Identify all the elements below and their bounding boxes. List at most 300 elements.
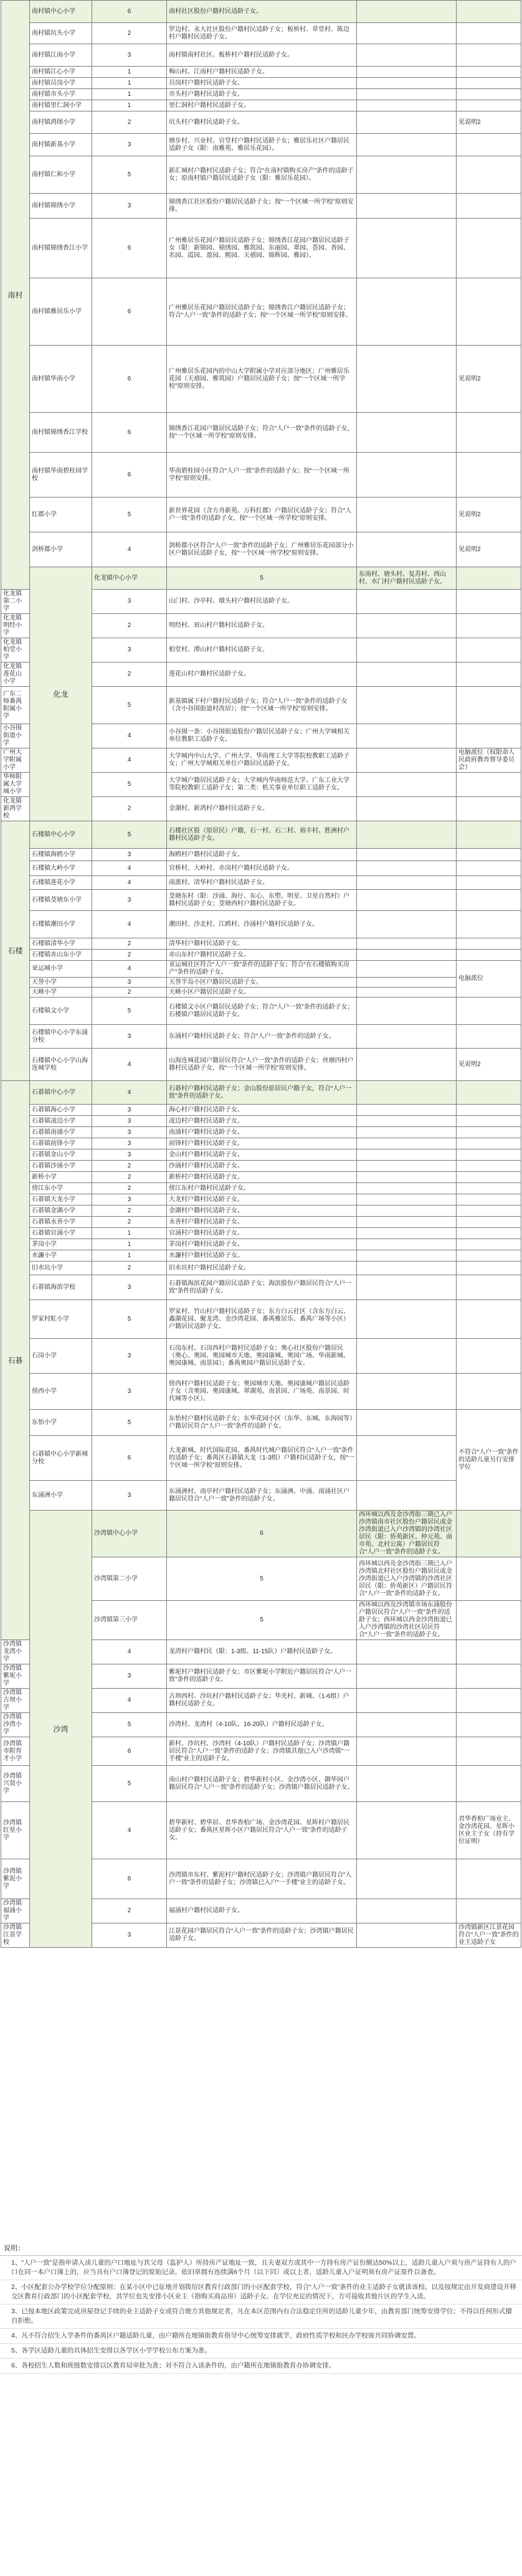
school-name-cell: 沙湾镇古坝小学 [1,1689,30,1713]
catchment-area-cell: 水濂村户籍村民适龄子女。 [167,1250,357,1262]
school-name-cell: 广州大学附属小学 [1,748,30,773]
catchment-area-cell: 南村社区股份户籍村民适龄子女。 [167,1,357,23]
town-cell: 沙湾 [30,1511,92,1948]
remark-cell [457,614,521,638]
class-count-cell: 6 [92,219,167,278]
remark-cell [457,590,521,614]
school-name-cell: 南村镇锦绣香江小学 [30,219,92,278]
catchment-area-cell: 金山村户籍村民适龄子女。 [167,1149,357,1161]
school-name-cell: 南村镇员岗小学 [30,78,92,89]
remark-cell: 见说明2 [457,1049,521,1081]
catchment-area-cell: 新世界花园（含方舟新苑、万科红郡）户籍居民适龄子女；符合“人户一致”条件的适龄子女，按“一个区域一所学校”原则安排。 [167,498,357,532]
catchment-area-cell: 前锋村户籍村民适龄子女。 [167,1138,357,1149]
extra-cell [357,219,457,278]
extra-cell [357,346,457,413]
extra-cell [357,1923,457,1948]
school-name-cell: 石碁镇沙涌小学 [30,1161,92,1172]
extra-cell [357,1300,457,1339]
catchment-area-cell: 柏堂村、潭山村户籍村民适龄子女。 [167,638,357,663]
class-count-cell: 5 [92,821,167,849]
class-count-cell: 5 [92,1300,167,1339]
class-count-cell: 5 [92,498,167,532]
remark-cell: 君华香柏广场业主、金沙湾花园、星晖小区业主子女（持有学位证明） [457,1802,521,1859]
class-count-cell: 3 [92,1138,167,1149]
table-row [1,961,521,978]
class-count-cell: 6 [92,1737,167,1766]
extra-cell [357,849,457,861]
school-name-cell: 石楼镇海鸥小学 [30,849,92,861]
table-row [1,890,521,911]
school-name-cell: 水濂小学 [30,1250,92,1262]
class-count-cell: 3 [92,1127,167,1138]
catchment-area-cell: 剑桥郡小区符合“人户一致”条件的适龄子女；广州雅居乐花园部分小区户籍居民适龄子女，按“一个区域一所学校”原则安排。 [167,532,357,567]
town-cell: 南村 [1,1,30,590]
remark-cell [457,1374,521,1410]
class-count-cell: 1 [92,1250,167,1262]
remark-cell [457,100,521,111]
extra-cell [357,978,457,988]
catchment-area-cell: 坑头村户籍村民适龄子女。 [167,111,357,134]
extra-cell [457,1511,521,1557]
catchment-area-cell: 小谷围一条：小谷围街道股份户籍居民适龄子女；广州大学城相关单位教职工适龄子女。 [167,724,357,748]
note-item: 2、小区配套公办学校学位分配原则：在某小区中已征地并划拨给区教育行政部门的小区配套学校，符合“人户一致”条件的业主适龄子女就读该校。以及按规定由开发商建设并移交区教育行政部门的小区配套学校，其学位也先安排小区业主（指购买商品房）适龄子女。在学位充足的情况下，方可接收其他片区的学生入读。 [0,2280,522,2305]
school-name-cell: 石楼镇赤山东小学 [30,950,92,961]
catchment-area-cell: 东怡村户籍村民适龄子女；东华花园小区（东华、东城、东海园等）户籍居民符合“人户一致”条件的适龄子女。 [167,1410,357,1436]
class-count-cell: 3 [92,890,167,911]
school-name-cell: 亚运城小学 [30,961,92,978]
remark-cell [457,1138,521,1149]
class-count-cell: 6 [92,1859,167,1899]
remark-cell [457,950,521,961]
table-row [1,156,521,194]
table-row [1,1228,521,1239]
class-count-cell: 3 [92,1339,167,1374]
remark-cell: 电脑派位 [457,961,521,998]
school-name-cell: 南村镇里仁洞小学 [30,100,92,111]
extra-cell [357,1161,457,1172]
school-name-cell: 南村镇华南小学 [30,346,92,413]
school-name-cell: 化龙镇莲花山小学 [1,663,30,687]
catchment-area-cell: 永善村户籍村民适龄子女。 [167,1217,357,1228]
class-count-cell: 2 [92,1161,167,1172]
remark-cell [457,219,521,278]
catchment-area-cell: 新桥村户籍村民适龄子女。 [167,1172,357,1183]
extra-cell [357,797,457,821]
catchment-area-cell: 锦绣香江花园户籍居民适龄子女；符合“人户一致”条件的适龄子女，按“一个区域一所学校”原则安排。 [167,413,357,453]
extra-cell [357,1436,457,1481]
remark-cell [457,1689,521,1713]
school-name-cell: 石碁镇官涌小学 [30,1228,92,1239]
remark-cell [457,67,521,78]
extra-cell [357,998,457,1025]
school-name-cell: 沙湾镇红星小学 [1,1802,30,1859]
remark-cell [457,1275,521,1300]
school-name-cell: 傍江东小学 [30,1183,92,1194]
school-name-cell: 石碁镇前锋小学 [30,1138,92,1149]
school-name-cell: 南村镇鸿图小学 [30,111,92,134]
extra-cell [357,1049,457,1081]
catchment-area-cell: 新汇城村户籍村民适龄子女；符合“在南村镇购买房产”条件的适龄子女；原南村镇户籍居民适龄子女（限：雅居乐花园）。 [167,156,357,194]
table-row [1,278,521,346]
catchment-area-cell: 里仁洞村户籍村民适龄子女。 [167,100,357,111]
catchment-area-cell: 西环城以西及沙湾镇市场东涌股份户籍居民符合“人户一致”条件的适龄子女；西环城以西金沙湾街道已入户沙湾镇的沙湾社区居民符合“人户一致”条件的适龄子女。 [357,1601,457,1640]
catchment-area-cell: 山海连城花园户籍居民符合“人户一致”条件的适龄子女；丝塘四村户籍村民适龄子女，按“一个区域一所学校”原则安排。 [167,1049,357,1081]
catchment-area-cell: 广州雅居乐花园内的中山大学附属小学对应部分地区；广州雅居乐花园（天禧园、雅筑园）户籍居民适龄子女；按“一个区域一所学校”原则安排。 [167,346,357,413]
class-count-cell: 1 [92,1239,167,1250]
school-name-cell: 化龙镇明经小学 [1,614,30,638]
extra-cell [357,78,457,89]
catchment-area-cell: 石碁村户籍村民适龄子女；金山股份原居民户籍子女，符合“人户一致”条件的适龄子女。 [167,1081,357,1105]
class-count-cell: 6 [92,1,167,23]
remark-cell [457,1149,521,1161]
catchment-area-cell: 海心村户籍村民适龄子女。 [167,1105,357,1116]
school-name-cell: 沙湾镇江景学校 [1,1923,30,1948]
table-row [1,876,521,890]
catchment-area-cell: 官涌村户籍村民适龄子女。 [167,1228,357,1239]
class-count-cell: 3 [92,1481,167,1511]
table-row [1,532,521,567]
table-row [1,1262,521,1275]
extra-cell [357,498,457,532]
class-count-cell: 3 [92,1664,167,1689]
remark-cell [457,724,521,748]
extra-cell [357,194,457,219]
extra-cell [357,1713,457,1737]
table-row [1,1217,521,1228]
remark-cell [457,134,521,156]
table-row [1,988,521,998]
extra-cell [357,1250,457,1262]
catchment-area-cell: 华南碧桂园小区符合“人户一致”条件的适龄子女；按“一个区域一所学校”原则安排。 [167,453,357,498]
table-row [1,1138,521,1149]
extra-cell [357,911,457,938]
class-count-cell: 4 [92,1081,167,1105]
remark-cell [457,1,521,23]
school-name-cell: 南村镇江南小学 [30,44,92,67]
class-count-cell: 1 [92,100,167,111]
class-count-cell: 2 [92,663,167,687]
remark-cell [457,1239,521,1250]
catchment-area-cell: 沙涌村户籍村民适龄子女。 [167,1161,357,1172]
class-count-cell: 4 [92,724,167,748]
class-count-cell: 3 [92,1194,167,1205]
class-count-cell: 1 [92,1228,167,1239]
table-row [1,67,521,78]
remark-cell [457,23,521,44]
school-name-cell: 天誉小学 [30,978,92,988]
catchment-area-cell: 南浦村户籍村民适龄子女。 [167,1127,357,1138]
remark-cell [457,1262,521,1275]
school-name-cell: 石碁镇金山小学 [30,1149,92,1161]
class-count-cell: 2 [92,950,167,961]
class-count-cell: 2 [92,1205,167,1217]
extra-cell [357,1,457,23]
remark-cell [457,453,521,498]
extra-cell [357,1410,457,1436]
extra-cell [357,1689,457,1713]
school-name-cell: 剑桥郡小学 [30,532,92,567]
class-count-cell: 5 [92,773,167,797]
school-name-cell: 南村镇雅居乐小学 [30,278,92,346]
class-count-cell: 4 [92,748,167,773]
catchment-area-cell: 沙湾镇市东村、紫泥村户籍村民适龄子女；沙湾镇户籍居民符合“人户一致”条件的适龄子女；沙湾镇已入户“一手楼”业主的适龄子女。 [167,1859,357,1899]
school-name-cell: 沙湾镇第三小学 [92,1601,167,1640]
catchment-area-cell: 天誉半岛小区户籍居民适龄子女。 [167,978,357,988]
table-row [1,938,521,950]
note-item: 5、各学区适龄儿童的具体招生安排以各学区小学学校公布方案为准。 [0,2344,522,2359]
extra-cell [357,278,457,346]
table-row [1,1205,521,1217]
catchment-area-cell: 官桥村、大岭村、赤岗村户籍村民适龄子女。 [167,861,357,876]
remark-cell [457,1161,521,1172]
class-count-cell: 4 [92,876,167,890]
extra-cell [357,111,457,134]
catchment-area-cell: 东南村、塘头村、复苏村、西山村、水门村户籍村民适龄子女。 [357,567,457,590]
class-count-cell: 4 [92,961,167,978]
catchment-area-cell: 石楼镇文小区户籍居民适龄子女；符合“人户一致”条件的适龄子女；石楼镇户籍居民适龄子女。 [167,998,357,1025]
extra-cell [357,821,457,849]
table-row [1,194,521,219]
extra-cell [457,1557,521,1601]
extra-cell [357,100,457,111]
table-row [1,821,521,849]
table-row [1,978,521,988]
extra-cell [357,861,457,876]
class-count-cell: 5 [92,687,167,724]
catchment-area-cell: 大学城内中山大学、广州大学、华南理工大学等院校教职工适龄子女；广州大学城相关单位户籍居民适龄子女。 [167,748,357,773]
school-name-cell: 南村镇华南碧桂园学校 [30,453,92,498]
school-name-cell: 沙湾镇沙湾小学 [1,1713,30,1737]
class-count-cell: 3 [92,1275,167,1300]
class-count-cell: 4 [92,911,167,938]
class-count-cell: 5 [92,156,167,194]
class-count-cell: 2 [92,1183,167,1194]
catchment-area-cell: 山门村、沙亭村、墩头村户籍村民适龄子女。 [167,590,357,614]
extra-cell [357,1859,457,1899]
table-row [1,1172,521,1183]
table-row [1,1105,521,1116]
table-row [1,78,521,89]
table-row [1,111,521,134]
school-name-cell: 天峰小学 [30,988,92,998]
note-item: 4、凡不符合招生入学条件的番禺区户籍适龄儿童，由户籍所在地镇街教育指导中心统筹安排就学，政府性质学校和民办学校需共同协调安置。 [0,2329,522,2344]
remark-cell [457,911,521,938]
school-name-cell: 旧水坑小学 [30,1262,92,1275]
catchment-area-cell: 清华村户籍村民适龄子女。 [167,938,357,950]
extra-cell [357,1025,457,1049]
school-name-cell: 傍西小学 [30,1374,92,1410]
extra-cell [357,724,457,748]
town-cell: 石楼 [1,821,30,1081]
class-count-cell: 3 [92,1116,167,1127]
remark-cell [457,1300,521,1339]
table-row [1,1374,521,1410]
class-count-cell: 3 [92,849,167,861]
catchment-area-cell: 东涌村户籍村民适龄子女；符合“人户一致”条件的适龄子女。 [167,1025,357,1049]
remark-cell: 电脑派位（权限命人民政府教育督导委员会） [457,748,521,773]
table-row [1,134,521,156]
catchment-area-cell: 天峰小区户籍居民适龄子女。 [167,988,357,998]
table-row [1,23,521,44]
class-count-cell: 2 [92,1899,167,1923]
school-name-cell: 广东二师番禺附属小学 [1,687,30,724]
remark-cell [457,1713,521,1737]
school-name-cell: 石楼镇中心小学 [30,821,92,849]
school-name-cell: 南村镇中心小学 [30,1,92,23]
remark-cell [457,861,521,876]
class-count-cell: 3 [92,1025,167,1049]
extra-cell [457,1601,521,1640]
school-name-cell: 新桥小学 [30,1172,92,1183]
remark-cell [457,1183,521,1194]
class-count-cell: 1 [92,67,167,78]
catchment-area-cell: 南山村户籍村民适龄子女；碧华新村小区、金沙湾小区、御华园户籍居民符合“人户一致”条件的适龄子女；沙湾镇户籍居民适龄子女。 [167,1766,357,1802]
extra-cell [357,1205,457,1217]
extra-cell [357,1481,457,1511]
catchment-area-cell: 金湖村户籍村民适龄子女。 [167,1205,357,1217]
school-name-cell: 沙湾镇龙湾小学 [1,1640,30,1664]
remark-cell [457,938,521,950]
class-count-cell: 6 [92,453,167,498]
remark-cell [457,1172,521,1183]
extra-cell [357,89,457,100]
extra-cell [357,1217,457,1228]
extra-cell [357,67,457,78]
remark-cell [457,78,521,89]
table-row [1,1339,521,1374]
extra-cell [357,950,457,961]
table-row [1,1300,521,1339]
extra-cell [357,1275,457,1300]
school-catchment-table [1,0,521,1948]
extra-cell [357,1172,457,1183]
school-name-cell: 南村镇锦绣香江学校 [30,413,92,453]
catchment-area-cell: 石楼社区股（原居民）户籍，石一村、石二村、裕丰村、胜洲村户籍村民适龄子女。 [167,821,357,849]
remark-cell [457,194,521,219]
remark-cell [457,1217,521,1228]
extra-cell [357,687,457,724]
catchment-area-cell: 紫坭村户籍村民适龄子女；市区紫坭小学附近户籍居民符合“人户一致”条件的适龄子女。 [167,1664,357,1689]
class-count-cell: 3 [92,1374,167,1410]
class-count-cell: 3 [92,978,167,988]
catchment-area-cell: 傍江东村户籍村民适龄子女。 [167,1183,357,1194]
table-row [1,1183,521,1194]
school-name-cell: 石楼镇中心小学山海连城学校 [30,1049,92,1081]
extra-cell [357,1105,457,1116]
class-count-cell: 2 [92,614,167,638]
extra-cell [357,1149,457,1161]
school-name-cell: 石楼镇茭塘东小学 [30,890,92,911]
town-cell: 化龙 [30,567,92,821]
catchment-area-cell: 新村、沙坑村、沙湾村（4-10队）户籍村民适龄子女；沙湾镇户籍居民符合“人户一致”条件的适龄子女；沙湾镇其他已入户沙湾镇“一手楼”业主的适龄子女。 [167,1737,357,1766]
catchment-area-cell: 凌边村户籍村民适龄子女。 [167,1116,357,1127]
school-name-cell: 化龙镇新鸿学校 [1,797,30,821]
class-count-cell: 6 [92,278,167,346]
school-name-cell: 石碁镇金湖小学 [30,1205,92,1217]
school-name-cell: 茅岗小学 [30,1239,92,1250]
school-name-cell: 化龙镇柏堂小学 [1,638,30,663]
extra-cell [357,1802,457,1859]
school-name-cell: 东涌洲小学 [30,1481,92,1511]
class-count-cell: 4 [92,1049,167,1081]
class-count-cell: 3 [92,134,167,156]
table-row [1,1239,521,1250]
catchment-area-cell: 江景花园户籍居民符合“人户一致”条件的适龄子女；沙湾镇户籍居民适龄子女。 [167,1923,357,1948]
remark-cell [457,1116,521,1127]
school-name-cell: 南村镇市头小学 [30,89,92,100]
school-name-cell: 沙湾镇紫泥小学 [1,1859,30,1899]
class-count-cell: 2 [92,111,167,134]
class-count-cell: 6 [167,1511,357,1557]
table-row [1,413,521,453]
class-count-cell: 3 [92,1149,167,1161]
extra-cell [357,1228,457,1239]
table-row [1,1,521,23]
extra-cell [357,1339,457,1374]
extra-cell [357,1766,457,1802]
school-name-cell: 石碁镇凌边小学 [30,1116,92,1127]
extra-cell [357,961,457,978]
remark-cell [457,44,521,67]
extra-cell [357,453,457,498]
remark-cell [457,773,521,797]
class-count-cell: 2 [92,988,167,998]
table-row [1,1161,521,1172]
table-row [1,849,521,861]
school-name-cell: 石碁镇海滨学校 [30,1275,92,1300]
table-row [1,1049,521,1081]
school-name-cell: 化龙镇中心小学 [92,567,167,590]
extra-cell [357,1262,457,1275]
remark-cell [457,638,521,663]
class-count-cell: 2 [92,1217,167,1228]
class-count-cell: 2 [92,23,167,44]
class-count-cell: 3 [92,1105,167,1116]
remark-cell [457,1339,521,1374]
remark-cell [457,156,521,194]
class-count-cell: 3 [92,1923,167,1948]
school-name-cell: 石楼镇潮田小学 [30,911,92,938]
remark-cell [457,89,521,100]
catchment-area-cell: 南派村、清华村户籍村民适龄子女。 [167,876,357,890]
school-name-cell: 石碁镇中心小学新城分校 [30,1436,92,1481]
remark-cell [457,1899,521,1923]
extra-cell [357,663,457,687]
remark-cell [457,1640,521,1664]
class-count-cell: 2 [92,938,167,950]
catchment-area-cell: 福涌村户籍村民适龄子女。 [167,1899,357,1923]
catchment-area-cell: 明经村、眉山村户籍村民适龄子女。 [167,614,357,638]
remark-cell [457,1766,521,1802]
remark-cell [457,278,521,346]
table-row [1,498,521,532]
extra-cell [357,1183,457,1194]
remark-cell [457,1194,521,1205]
table-row [1,861,521,876]
class-count-cell: 3 [92,194,167,219]
class-count-cell: 4 [92,1640,167,1664]
catchment-area-cell: 莲花山村户籍村民适龄子女。 [167,663,357,687]
remark-cell [457,849,521,861]
table-row [1,1149,521,1161]
school-name-cell: 沙湾镇中心小学 [92,1511,167,1557]
class-count-cell: 1 [92,78,167,89]
remark-cell [457,1228,521,1239]
table-row [1,1194,521,1205]
school-name-cell: 石岗小学 [30,1339,92,1374]
extra-cell [357,748,457,773]
catchment-area-cell: 大学城户籍居民适龄子女；大学城内华南师范大学、广东工业大学等院校教职工适龄子女；第二类：机关事业单位职工适龄子女。 [167,773,357,797]
